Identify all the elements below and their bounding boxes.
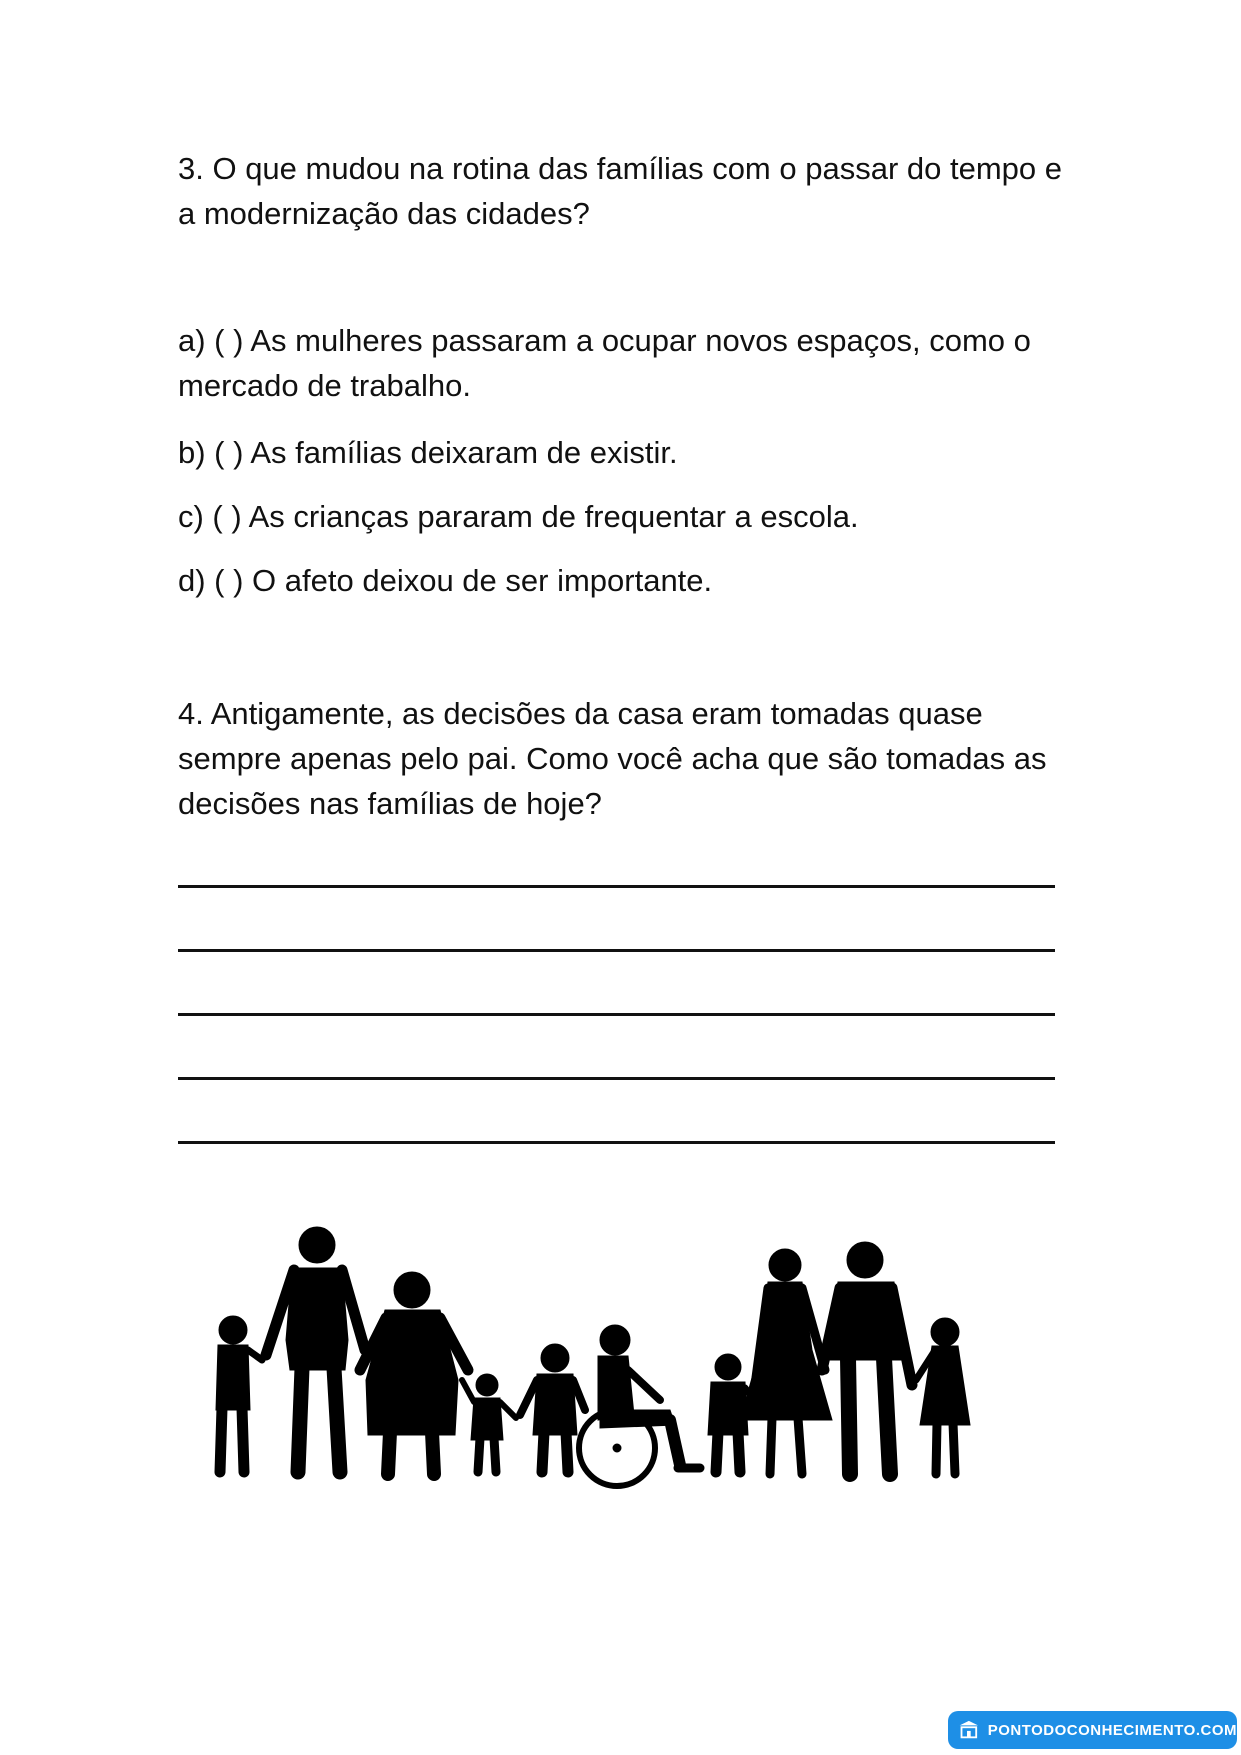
answer-line-4[interactable] xyxy=(178,1077,1055,1080)
wheelchair-user-silhouette xyxy=(579,1325,700,1486)
answer-line-3[interactable] xyxy=(178,1013,1055,1016)
answer-line-1[interactable] xyxy=(178,885,1055,888)
man-silhouette xyxy=(822,1242,912,1474)
boy-silhouette xyxy=(520,1344,585,1472)
girl-silhouette xyxy=(916,1318,970,1474)
woman-silhouette xyxy=(740,1249,832,1474)
option-a: a) ( ) As mulheres passaram a ocupar novos espaços, como o mercado de trabalho. xyxy=(178,323,1031,403)
school-building-icon xyxy=(956,1716,982,1744)
option-b: b) ( ) As famílias deixaram de existir. xyxy=(178,435,678,470)
answer-line-2[interactable] xyxy=(178,949,1055,952)
question-3-text: 3. O que mudou na rotina das famílias com o passar do tempo e a modernização das cidades? xyxy=(178,151,1062,231)
question-4-text: 4. Antigamente, as decisões da casa eram tomadas quase sempre apenas pelo pai. Como você acha que são tomadas as decisões nas famílias de hoje? xyxy=(178,696,1047,821)
child-silhouette xyxy=(216,1316,262,1472)
site-name: PONTODOCONHECIMENTO.COM xyxy=(987,1721,1237,1739)
family-silhouette-illustration xyxy=(200,1210,1020,1500)
child-silhouette xyxy=(462,1374,516,1472)
site-badge[interactable] xyxy=(948,1711,1237,1749)
option-d: d) ( ) O afeto deixou de ser importante. xyxy=(178,563,713,598)
man-silhouette xyxy=(266,1227,365,1472)
woman-silhouette xyxy=(360,1272,468,1474)
answer-line-5[interactable] xyxy=(178,1141,1055,1144)
option-c: c) ( ) As crianças pararam de frequentar a escola. xyxy=(178,499,859,534)
